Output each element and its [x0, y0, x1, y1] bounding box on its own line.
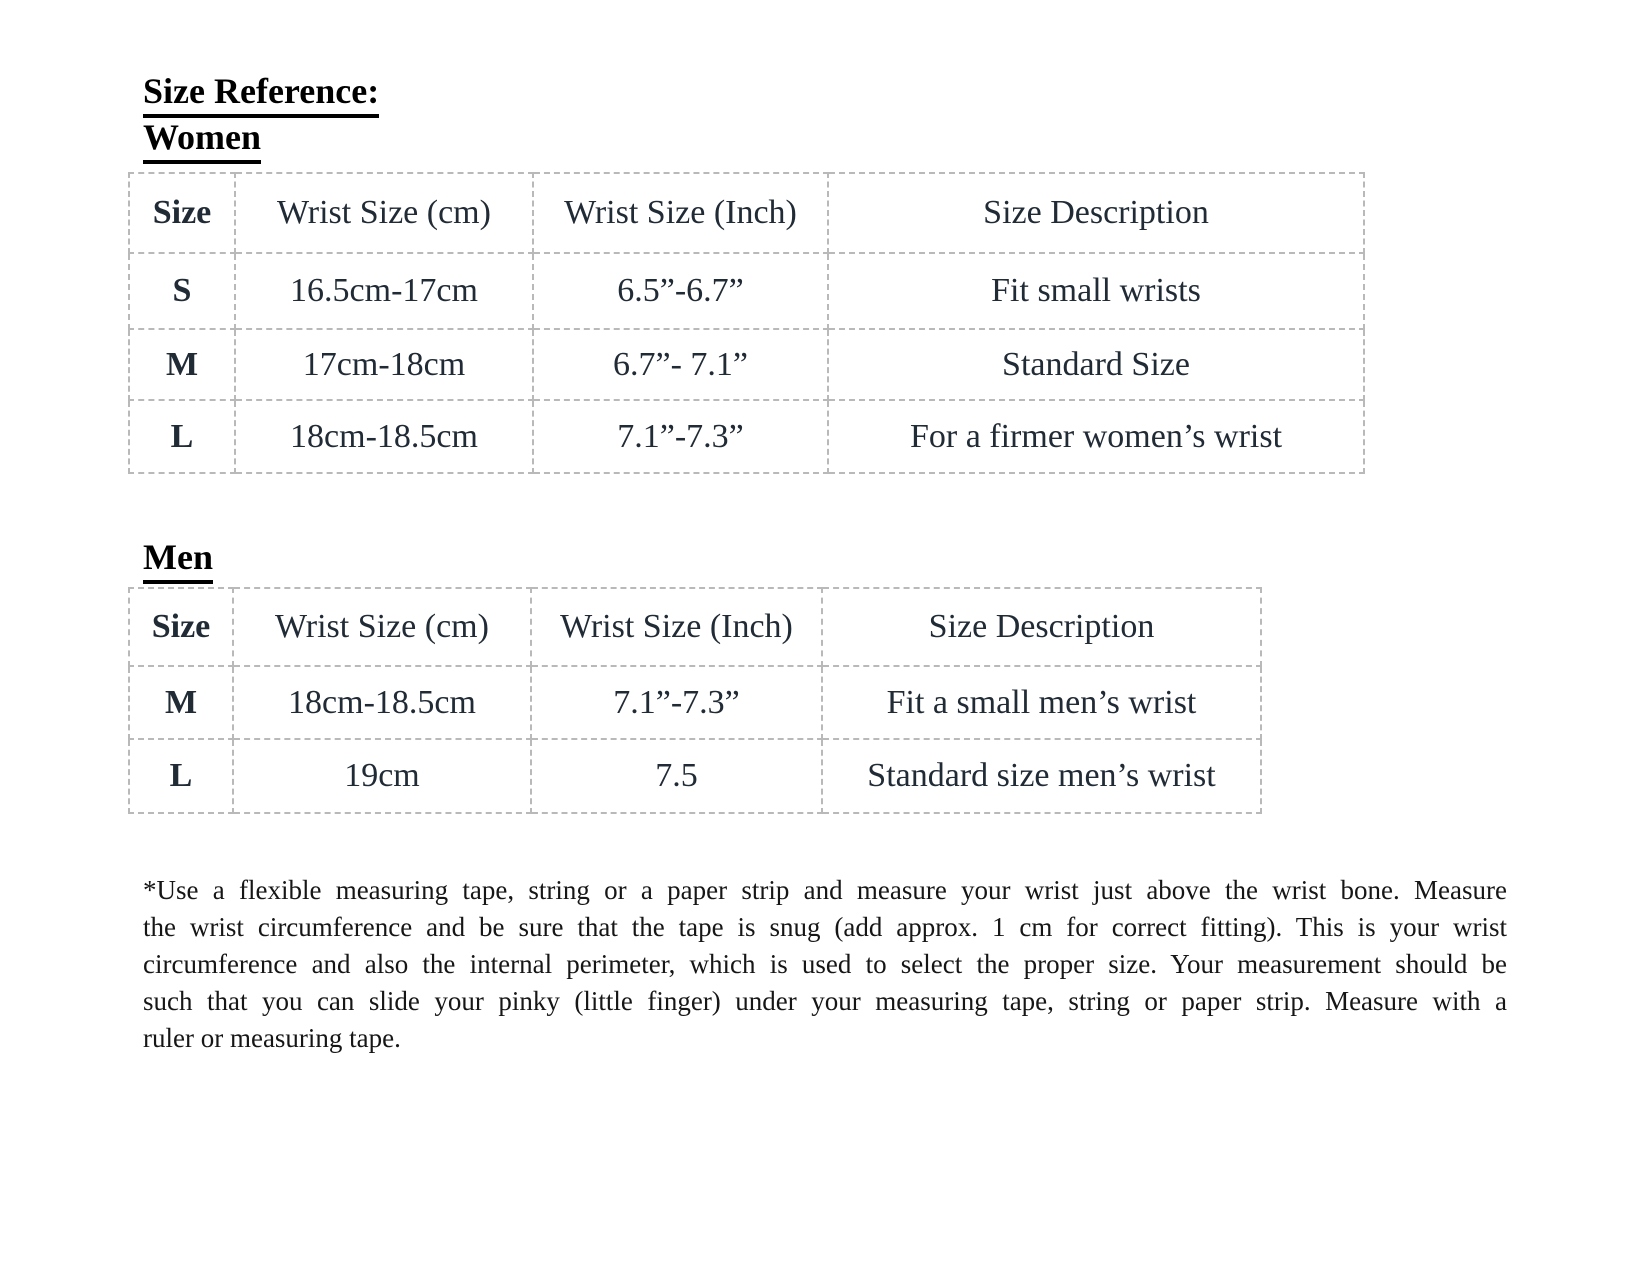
women-size-table: [128, 172, 1365, 474]
wrist-cm-cell: 18cm-18.5cm: [233, 666, 531, 739]
women-section-heading: [143, 116, 261, 164]
men-section-heading: [143, 536, 213, 584]
size-cell: M: [129, 666, 233, 739]
measuring-instructions-line: ruler or measuring tape.: [143, 1023, 401, 1053]
size-cell: L: [129, 739, 233, 813]
column-header-wrist-cm: Wrist Size (cm): [235, 173, 533, 253]
page-title: [143, 70, 379, 118]
table-row-men-l: [129, 739, 1261, 813]
wrist-cm-cell: 19cm: [233, 739, 531, 813]
column-header-wrist-inch: Wrist Size (Inch): [533, 173, 828, 253]
men-size-table: [128, 587, 1262, 814]
women-table-header-row: [129, 173, 1364, 253]
column-header-size: Size: [129, 173, 235, 253]
measuring-instructions-line: such that you can slide your pinky (little finger) under your measuring tape, string or paper strip. Measure with a: [143, 986, 1507, 1016]
table-row-women-m: [129, 329, 1364, 400]
page-title-text: Size Reference:: [143, 70, 379, 118]
measuring-instructions-line: circumference and also the internal perimeter, which is used to select the proper size. Your measurement should be: [143, 949, 1507, 979]
wrist-inch-cell: 7.5: [531, 739, 822, 813]
wrist-cm-cell: 18cm-18.5cm: [235, 400, 533, 473]
description-cell: For a firmer women’s wrist: [828, 400, 1364, 473]
size-cell: S: [129, 253, 235, 329]
table-row-men-m: [129, 666, 1261, 739]
table-row-women-l: [129, 400, 1364, 473]
measuring-instructions: [143, 872, 1507, 1057]
column-header-size: Size: [129, 588, 233, 666]
wrist-cm-cell: 17cm-18cm: [235, 329, 533, 400]
wrist-inch-cell: 6.5”-6.7”: [533, 253, 828, 329]
wrist-inch-cell: 6.7”- 7.1”: [533, 329, 828, 400]
wrist-inch-cell: 7.1”-7.3”: [531, 666, 822, 739]
men-section-heading-text: Men: [143, 536, 213, 584]
column-header-description: Size Description: [828, 173, 1364, 253]
size-cell: L: [129, 400, 235, 473]
description-cell: Standard Size: [828, 329, 1364, 400]
column-header-wrist-inch: Wrist Size (Inch): [531, 588, 822, 666]
wrist-cm-cell: 16.5cm-17cm: [235, 253, 533, 329]
description-cell: Fit small wrists: [828, 253, 1364, 329]
wrist-inch-cell: 7.1”-7.3”: [533, 400, 828, 473]
description-cell: Fit a small men’s wrist: [822, 666, 1261, 739]
column-header-wrist-cm: Wrist Size (cm): [233, 588, 531, 666]
women-section-heading-text: Women: [143, 116, 261, 164]
men-table-header-row: [129, 588, 1261, 666]
column-header-description: Size Description: [822, 588, 1261, 666]
table-row-women-s: [129, 253, 1364, 329]
measuring-instructions-line: the wrist circumference and be sure that the tape is snug (add approx. 1 cm for correct fitting). This is your wrist: [143, 912, 1507, 942]
description-cell: Standard size men’s wrist: [822, 739, 1261, 813]
size-cell: M: [129, 329, 235, 400]
measuring-instructions-line: *Use a flexible measuring tape, string or a paper strip and measure your wrist just above the wrist bone. Measure: [143, 875, 1507, 905]
